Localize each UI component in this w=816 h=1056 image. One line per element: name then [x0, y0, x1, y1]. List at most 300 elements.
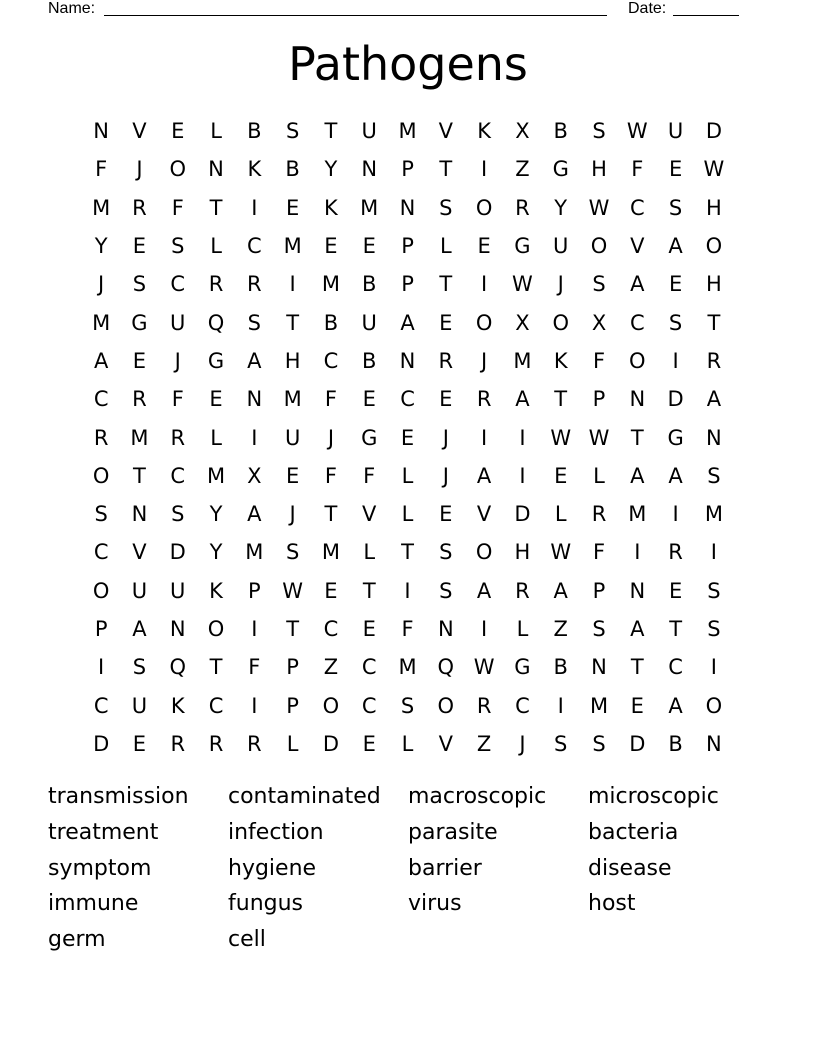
- grid-letter: J: [442, 463, 449, 488]
- grid-letter: F: [631, 157, 644, 182]
- grid-letter: W: [550, 540, 572, 565]
- grid-letter: T: [324, 502, 338, 527]
- grid-letter: V: [630, 234, 645, 259]
- grid-letter: T: [362, 578, 376, 603]
- grid-letter: R: [170, 731, 186, 756]
- grid-letter: E: [630, 693, 644, 718]
- word-list-item: fungus: [228, 891, 304, 917]
- grid-letter: H: [591, 157, 607, 182]
- grid-letter: F: [324, 387, 337, 412]
- grid-letter: S: [439, 540, 453, 565]
- grid-letter: L: [401, 502, 414, 527]
- grid-letter: F: [95, 157, 108, 182]
- grid-letter: S: [592, 731, 606, 756]
- grid-letter: I: [672, 502, 679, 527]
- grid-letter: B: [323, 310, 339, 335]
- grid-letter: U: [131, 693, 148, 718]
- grid-letter: B: [668, 731, 683, 756]
- grid-letter: I: [251, 425, 258, 450]
- grid-letter: S: [439, 195, 453, 220]
- grid-letter: F: [592, 348, 606, 373]
- grid-letter: T: [554, 387, 568, 412]
- grid-letter: N: [361, 157, 378, 182]
- word-list-item: germ: [48, 927, 106, 953]
- grid-letter: R: [476, 693, 492, 718]
- grid-letter: R: [132, 387, 147, 412]
- grid-letter: I: [710, 540, 717, 565]
- grid-letter: J: [557, 272, 564, 297]
- grid-letter: U: [361, 119, 377, 144]
- grid-letter: M: [398, 655, 417, 680]
- grid-letter: R: [93, 425, 109, 450]
- grid-letter: Q: [437, 655, 455, 680]
- grid-letter: S: [247, 310, 261, 335]
- grid-letter: Z: [476, 731, 492, 756]
- grid-letter: C: [323, 348, 339, 373]
- grid-letter: R: [515, 578, 530, 603]
- grid-letter: N: [246, 387, 263, 412]
- grid-letter: A: [630, 463, 645, 488]
- grid-row: [82, 610, 734, 648]
- grid-letter: E: [439, 387, 453, 412]
- grid-letter: A: [400, 310, 415, 335]
- grid-letter: A: [132, 617, 147, 641]
- grid-letter: V: [362, 502, 377, 527]
- grid-letter: F: [248, 655, 261, 680]
- grid-letter: V: [438, 731, 453, 756]
- grid-letter: T: [669, 617, 683, 641]
- grid-row: [82, 686, 734, 724]
- grid-letter: P: [94, 617, 108, 641]
- grid-letter: D: [322, 731, 340, 756]
- date-label: Date:: [628, 0, 667, 17]
- grid-letter: T: [133, 463, 146, 488]
- grid-letter: J: [481, 348, 488, 373]
- grid-letter: M: [206, 463, 226, 488]
- word-list-item: host: [588, 891, 636, 917]
- grid-letter: O: [92, 463, 110, 488]
- grid-letter: T: [439, 157, 453, 182]
- grid-letter: P: [592, 387, 606, 412]
- grid-letter: E: [324, 578, 338, 603]
- grid-letter: S: [592, 617, 606, 641]
- grid-row: [82, 150, 734, 188]
- grid-letter: C: [93, 387, 109, 412]
- grid-letter: N: [706, 731, 722, 756]
- grid-letter: Z: [323, 655, 339, 680]
- grid-letter: E: [171, 119, 185, 144]
- grid-letter: P: [592, 578, 606, 603]
- grid-letter: I: [519, 463, 526, 488]
- grid-letter: J: [98, 272, 105, 297]
- grid-letter: K: [324, 195, 338, 220]
- grid-letter: B: [553, 655, 568, 680]
- grid-letter: F: [592, 540, 606, 565]
- grid-letter: E: [132, 731, 147, 756]
- letter-grid: [82, 112, 734, 763]
- grid-letter: O: [475, 310, 493, 335]
- grid-letter: I: [481, 272, 488, 297]
- grid-row: [82, 189, 734, 227]
- grid-letter: M: [513, 348, 532, 373]
- grid-letter: P: [401, 272, 414, 297]
- grid-letter: T: [209, 655, 223, 680]
- grid-letter: C: [93, 540, 109, 565]
- grid-letter: T: [286, 617, 300, 641]
- grid-letter: O: [629, 348, 646, 373]
- grid-letter: E: [668, 578, 683, 603]
- grid-letter: E: [668, 272, 683, 297]
- word-list-item: macroscopic: [408, 784, 547, 809]
- grid-letter: M: [704, 502, 723, 527]
- grid-letter: U: [284, 425, 301, 450]
- grid-letter: I: [289, 272, 296, 297]
- grid-letter: V: [132, 119, 147, 144]
- grid-letter: E: [132, 348, 147, 373]
- grid-letter: L: [363, 540, 376, 565]
- grid-letter: P: [401, 157, 414, 182]
- grid-letter: W: [512, 272, 533, 297]
- name-field[interactable]: [104, 15, 607, 16]
- grid-letter: A: [476, 463, 492, 488]
- grid-letter: N: [437, 617, 454, 641]
- grid-letter: A: [668, 234, 683, 259]
- grid-letter: A: [668, 693, 683, 718]
- grid-row: [82, 418, 734, 456]
- grid-letter: C: [668, 655, 683, 680]
- grid-letter: S: [554, 731, 568, 756]
- grid-letter: V: [438, 119, 453, 144]
- grid-letter: H: [284, 348, 301, 373]
- grid-letter: O: [207, 617, 225, 641]
- grid-letter: X: [247, 463, 262, 488]
- grid-letter: C: [629, 195, 645, 220]
- grid-letter: M: [130, 425, 149, 450]
- grid-letter: R: [591, 502, 607, 527]
- grid-letter: S: [439, 578, 453, 603]
- grid-letter: C: [323, 617, 339, 641]
- grid-letter: L: [286, 731, 299, 756]
- grid-letter: K: [477, 119, 491, 144]
- grid-letter: E: [132, 234, 147, 259]
- grid-letter: C: [400, 387, 415, 412]
- grid-letter: N: [629, 387, 646, 412]
- grid-letter: M: [321, 272, 340, 297]
- grid-letter: L: [439, 234, 452, 259]
- grid-letter: E: [554, 463, 568, 488]
- grid-letter: C: [361, 693, 377, 718]
- grid-letter: Y: [324, 157, 338, 182]
- word-list-item: virus: [408, 891, 462, 917]
- grid-letter: K: [553, 348, 568, 373]
- grid-letter: J: [519, 731, 526, 756]
- grid-row: [82, 227, 734, 265]
- header: [48, 0, 748, 20]
- grid-letter: J: [174, 348, 181, 373]
- grid-letter: L: [210, 425, 222, 450]
- word-list-item: contaminated: [228, 784, 381, 809]
- grid-letter: U: [170, 578, 186, 603]
- grid-letter: S: [707, 578, 721, 603]
- grid-letter: S: [707, 463, 721, 488]
- grid-letter: K: [170, 693, 185, 718]
- word-list-item: hygiene: [228, 855, 317, 881]
- grid-letter: Z: [553, 617, 568, 641]
- grid-letter: L: [593, 463, 605, 488]
- grid-letter: R: [476, 387, 492, 412]
- word-list-item: barrier: [408, 855, 482, 881]
- grid-letter: S: [94, 502, 108, 527]
- grid-letter: Y: [554, 195, 568, 220]
- grid-letter: A: [247, 502, 262, 527]
- grid-letter: H: [514, 540, 531, 565]
- grid-letter: S: [132, 655, 147, 680]
- grid-letter: N: [706, 425, 722, 450]
- grid-letter: B: [247, 119, 262, 144]
- grid-letter: X: [515, 310, 530, 335]
- grid-letter: F: [401, 617, 414, 641]
- grid-letter: T: [439, 272, 453, 297]
- grid-letter: W: [473, 655, 495, 680]
- grid-letter: E: [362, 234, 376, 259]
- grid-letter: G: [361, 425, 378, 450]
- date-field[interactable]: [673, 15, 739, 16]
- grid-letter: T: [209, 195, 223, 220]
- grid-letter: R: [208, 272, 224, 297]
- grid-letter: C: [93, 693, 109, 718]
- grid-letter: G: [552, 157, 569, 182]
- grid-letter: G: [514, 655, 531, 680]
- grid-letter: S: [707, 617, 721, 641]
- grid-letter: I: [634, 540, 641, 565]
- grid-letter: O: [322, 693, 340, 718]
- grid-letter: O: [475, 195, 493, 220]
- grid-letter: E: [400, 425, 415, 450]
- grid-letter: S: [668, 310, 683, 335]
- word-list-item: cell: [228, 927, 266, 953]
- grid-letter: O: [437, 693, 455, 718]
- grid-letter: R: [706, 348, 722, 373]
- grid-letter: J: [327, 425, 335, 450]
- grid-letter: S: [285, 540, 300, 565]
- grid-letter: E: [362, 387, 376, 412]
- grid-letter: F: [171, 387, 184, 412]
- grid-letter: O: [169, 157, 186, 182]
- grid-letter: B: [553, 119, 568, 144]
- grid-letter: A: [247, 348, 262, 373]
- grid-letter: W: [626, 119, 648, 144]
- grid-letter: M: [245, 540, 264, 565]
- grid-letter: H: [706, 272, 722, 297]
- grid-letter: I: [404, 578, 411, 603]
- word-list-item: infection: [228, 819, 324, 845]
- grid-letter: T: [630, 655, 644, 680]
- grid-row: [82, 457, 734, 495]
- grid-letter: J: [136, 157, 143, 182]
- grid-letter: I: [251, 693, 258, 718]
- grid-letter: C: [361, 655, 377, 680]
- grid-letter: O: [590, 234, 608, 259]
- grid-letter: M: [360, 195, 379, 220]
- grid-letter: F: [324, 463, 337, 488]
- word-list-item: transmission: [48, 784, 189, 809]
- grid-letter: A: [668, 463, 683, 488]
- grid-letter: S: [285, 119, 300, 144]
- grid-letter: D: [514, 502, 531, 527]
- grid-letter: E: [439, 310, 453, 335]
- grid-letter: U: [131, 578, 148, 603]
- grid-letter: M: [92, 195, 111, 220]
- grid-letter: D: [169, 540, 186, 565]
- grid-letter: A: [630, 272, 645, 297]
- grid-letter: P: [401, 234, 414, 259]
- grid-letter: W: [282, 578, 304, 603]
- grid-letter: N: [131, 502, 148, 527]
- grid-letter: G: [667, 425, 684, 450]
- grid-letter: S: [592, 119, 606, 144]
- grid-letter: N: [169, 617, 186, 641]
- grid-letter: N: [208, 157, 224, 182]
- grid-letter: F: [171, 195, 184, 220]
- word-list-item: bacteria: [588, 819, 679, 845]
- grid-letter: K: [247, 157, 262, 182]
- grid-letter: M: [398, 119, 417, 144]
- grid-letter: U: [361, 310, 377, 335]
- grid-letter: Y: [209, 502, 223, 527]
- grid-letter: R: [668, 540, 683, 565]
- grid-letter: N: [399, 348, 416, 373]
- grid-letter: N: [629, 578, 646, 603]
- grid-letter: X: [515, 119, 530, 144]
- grid-letter: T: [401, 540, 414, 565]
- grid-letter: L: [554, 502, 567, 527]
- grid-letter: M: [321, 540, 340, 565]
- grid-row: [82, 495, 734, 533]
- word-list-item: immune: [48, 891, 139, 917]
- grid-letter: U: [667, 119, 684, 144]
- grid-letter: L: [516, 617, 529, 641]
- grid-letter: S: [668, 195, 683, 220]
- grid-letter: B: [362, 272, 377, 297]
- grid-letter: T: [630, 425, 644, 450]
- grid-letter: C: [170, 463, 186, 488]
- word-list: [48, 780, 768, 959]
- grid-letter: F: [363, 463, 376, 488]
- grid-letter: R: [247, 731, 262, 756]
- grid-letter: E: [362, 617, 376, 641]
- grid-letter: E: [285, 195, 300, 220]
- grid-letter: A: [515, 387, 530, 412]
- grid-letter: I: [557, 693, 564, 718]
- grid-letter: A: [476, 578, 492, 603]
- grid-row: [82, 533, 734, 571]
- page-title: Pathogens: [288, 37, 528, 91]
- grid-letter: E: [668, 157, 683, 182]
- grid-letter: P: [286, 693, 299, 718]
- grid-letter: E: [209, 387, 223, 412]
- grid-letter: V: [476, 502, 492, 527]
- grid-letter: R: [515, 195, 530, 220]
- grid-letter: S: [592, 272, 606, 297]
- grid-letter: L: [210, 234, 222, 259]
- grid-letter: P: [248, 578, 261, 603]
- grid-letter: S: [400, 693, 415, 718]
- grid-letter: D: [629, 731, 646, 756]
- grid-letter: D: [667, 387, 684, 412]
- grid-letter: I: [672, 348, 679, 373]
- grid-row: [82, 112, 734, 150]
- grid-letter: C: [247, 234, 262, 259]
- grid-letter: O: [552, 310, 569, 335]
- grid-letter: Z: [515, 157, 530, 182]
- grid-letter: E: [439, 502, 453, 527]
- name-label: Name:: [48, 0, 96, 17]
- grid-letter: J: [442, 425, 449, 450]
- grid-letter: C: [170, 272, 186, 297]
- grid-letter: T: [707, 310, 721, 335]
- grid-letter: M: [628, 502, 647, 527]
- grid-letter: A: [706, 387, 722, 412]
- word-list-item: parasite: [408, 819, 498, 845]
- grid-letter: E: [362, 731, 376, 756]
- grid-row: [82, 303, 734, 341]
- grid-letter: M: [283, 387, 302, 412]
- grid-letter: I: [519, 425, 526, 450]
- grid-letter: U: [170, 310, 186, 335]
- grid-row: [82, 725, 734, 763]
- grid-letter: B: [362, 348, 377, 373]
- grid-letter: C: [208, 693, 224, 718]
- grid-letter: O: [475, 540, 493, 565]
- grid-letter: N: [93, 119, 109, 144]
- grid-letter: E: [324, 234, 338, 259]
- word-list-item: microscopic: [588, 784, 719, 809]
- grid-letter: U: [553, 234, 569, 259]
- word-list-item: disease: [588, 855, 672, 881]
- word-list-item: treatment: [48, 819, 159, 845]
- grid-letter: T: [286, 310, 300, 335]
- grid-letter: R: [170, 425, 186, 450]
- grid-letter: G: [514, 234, 531, 259]
- grid-letter: R: [247, 272, 262, 297]
- grid-letter: M: [589, 693, 609, 718]
- grid-letter: L: [210, 119, 222, 144]
- grid-letter: W: [550, 425, 572, 450]
- grid-letter: R: [438, 348, 454, 373]
- grid-letter: W: [588, 195, 610, 220]
- grid-letter: P: [286, 655, 299, 680]
- grid-letter: S: [171, 502, 185, 527]
- grid-letter: I: [481, 157, 488, 182]
- grid-letter: A: [553, 578, 568, 603]
- grid-letter: B: [285, 157, 300, 182]
- grid-letter: Q: [207, 310, 225, 335]
- grid-letter: S: [132, 272, 147, 297]
- grid-letter: N: [399, 195, 416, 220]
- grid-letter: E: [285, 463, 300, 488]
- grid-letter: Y: [209, 540, 223, 565]
- grid-letter: D: [705, 119, 722, 144]
- grid-letter: X: [591, 310, 607, 335]
- grid-letter: Q: [169, 655, 186, 680]
- grid-row: [82, 572, 734, 610]
- grid-letter: K: [209, 578, 223, 603]
- grid-row: [82, 265, 734, 303]
- grid-letter: R: [208, 731, 224, 756]
- grid-letter: Y: [94, 234, 108, 259]
- grid-letter: O: [705, 693, 723, 718]
- grid-letter: T: [324, 119, 338, 144]
